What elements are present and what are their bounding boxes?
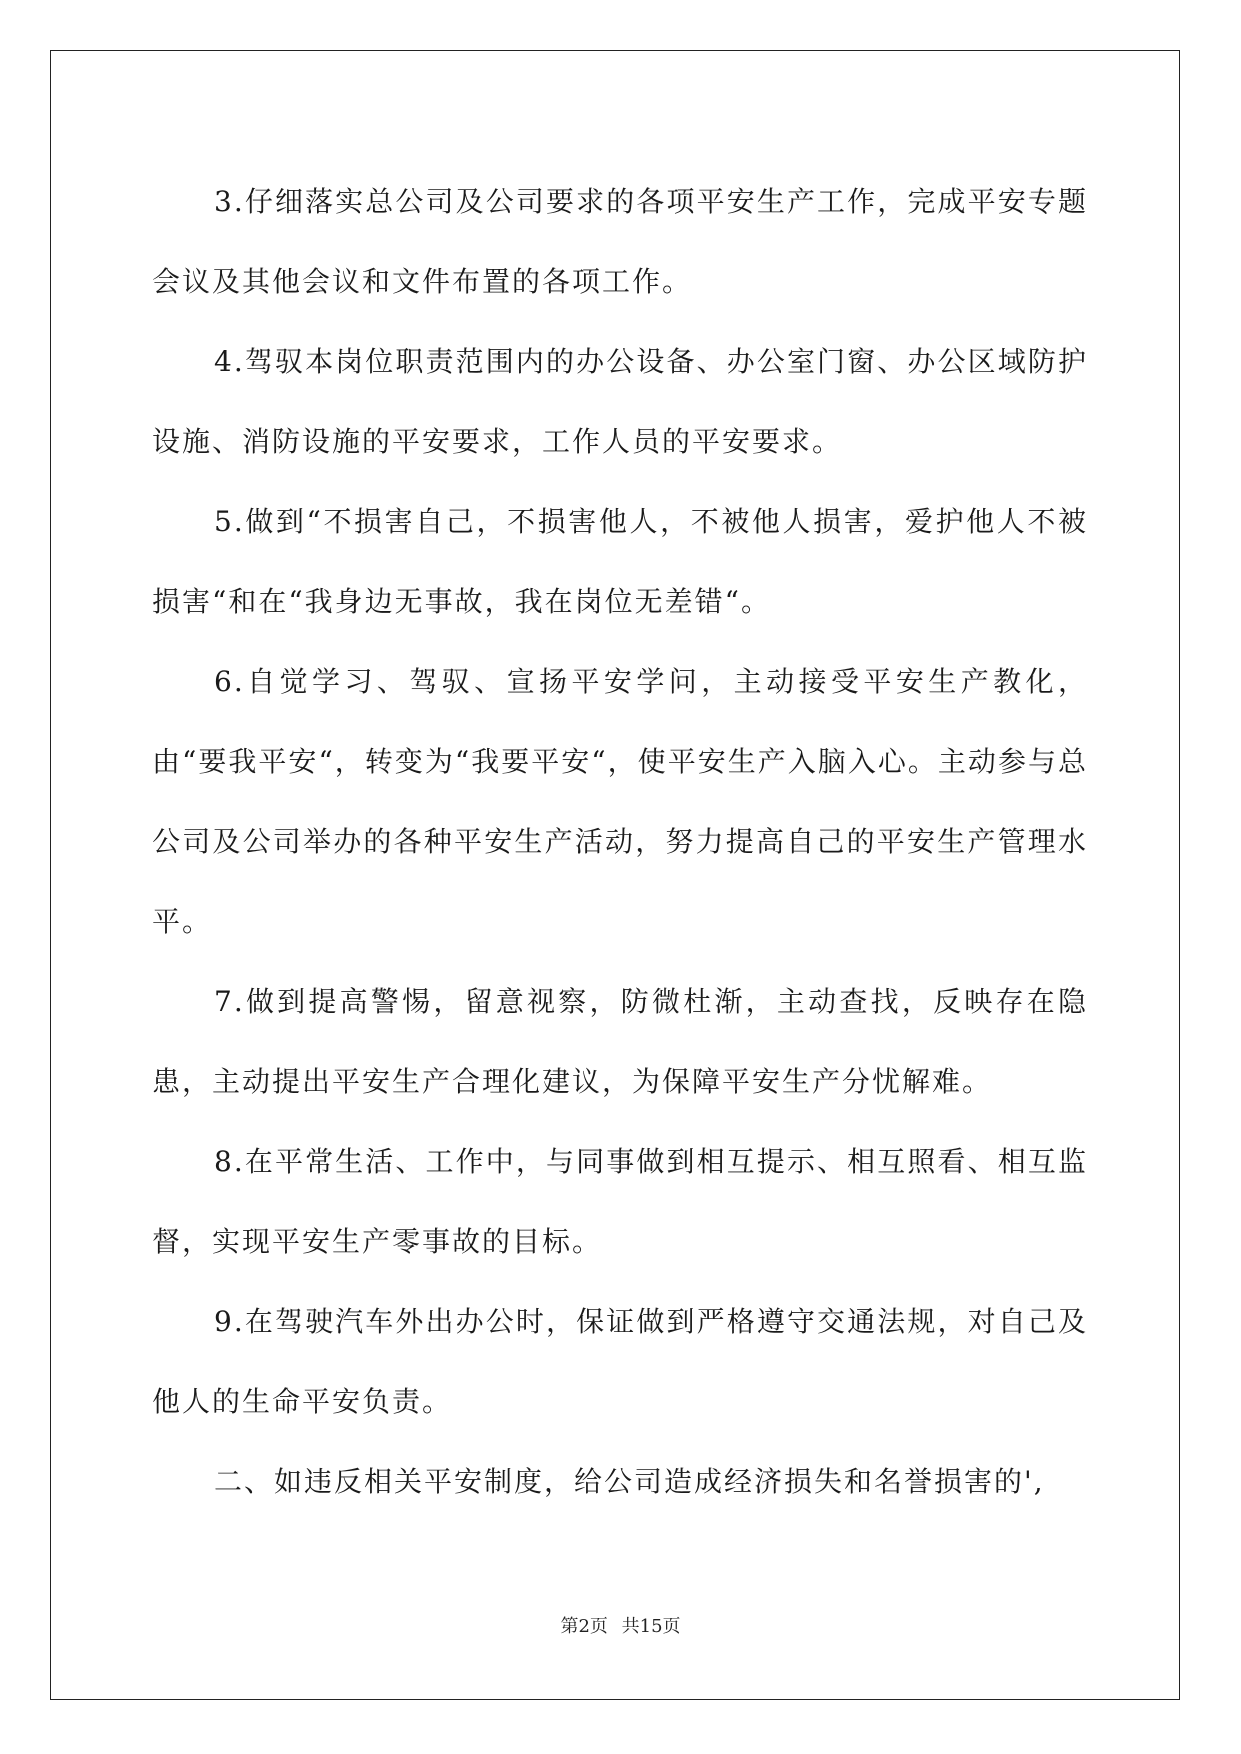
total-pages: 共15页 (621, 1616, 681, 1637)
paragraph-item-4: 4.驾驭本岗位职责范围内的办公设备、办公室门窗、办公区域防护设施、消防设施的平安要求，工作人员的平安要求。 (152, 345, 1088, 458)
page-number: 第2页 (560, 1616, 608, 1637)
page-footer (0, 1612, 1241, 1638)
paragraph-section-2: 二、如违反相关平安制度，给公司造成经济损失和名誉损害的', (214, 1465, 1045, 1498)
document-body (152, 162, 1088, 1522)
paragraph-item-6: 6.自觉学习、驾驭、宣扬平安学问，主动接受平安生产教化，由“要我平安“，转变为“我要平安“，使平安生产入脑入心。主动参与总公司及公司举办的各种平安生产活动，努力提高自己的平安生产管理水平。 (152, 665, 1088, 938)
paragraph-item-8: 8.在平常生活、工作中，与同事做到相互提示、相互照看、相互监督，实现平安生产零事故的目标。 (152, 1145, 1088, 1258)
paragraph-item-9: 9.在驾驶汽车外出办公时，保证做到严格遵守交通法规，对自己及他人的生命平安负责。 (152, 1305, 1088, 1418)
paragraph-item-3: 3.仔细落实总公司及公司要求的各项平安生产工作，完成平安专题会议及其他会议和文件布置的各项工作。 (152, 185, 1088, 298)
paragraph-item-5: 5.做到“不损害自己，不损害他人，不被他人损害，爱护他人不被损害“和在“我身边无事故，我在岗位无差错“。 (152, 505, 1088, 618)
paragraph-item-7: 7.做到提高警惕，留意视察，防微杜渐，主动查找，反映存在隐患，主动提出平安生产合理化建议，为保障平安生产分忧解难。 (152, 985, 1088, 1098)
